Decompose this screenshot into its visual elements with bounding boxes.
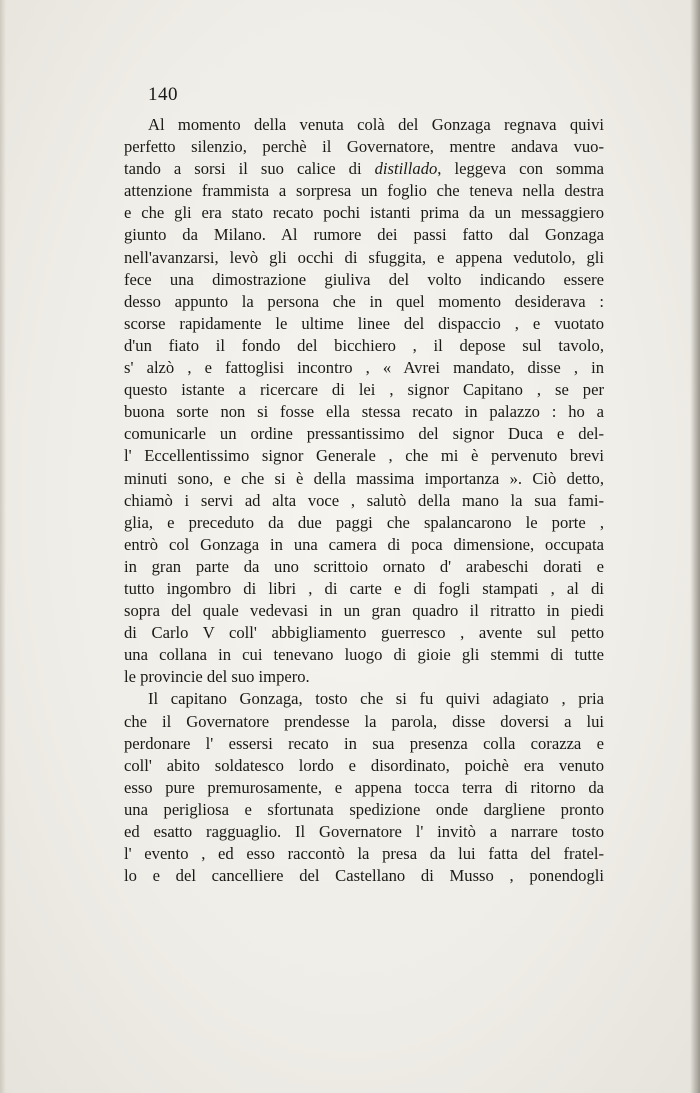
text-line [124,512,604,534]
text-line [124,247,604,269]
text-line [124,666,604,688]
italic-word: distillado [374,159,438,179]
text-line [124,534,604,556]
text-line-segment: attenzione frammista a sorpresa un foglio che teneva nella destra [124,181,604,201]
text-line [124,468,604,490]
text-line-segment: buona sorte non si fosse ella stessa recato in palazzo : ho a [124,402,604,422]
text-line [124,445,604,467]
text-line [124,180,604,202]
text-line [124,423,604,445]
text-line [124,821,604,843]
body-text [124,114,604,887]
text-line-segment: tando a sorsi il suo calice di [124,159,375,179]
text-line [124,401,604,423]
text-line [124,202,604,224]
text-line [124,556,604,578]
text-line [124,843,604,865]
text-line-segment: giunto da Milano. Al rumore dei passi fatto dal Gonzaga [124,225,604,245]
text-line-segment: perfetto silenzio, perchè il Governatore, mentre andava vuo- [124,137,604,157]
text-line-segment: che il Governatore prendesse la parola, disse doversi a lui [124,711,604,731]
text-line-segment: questo istante a ricercare di lei , signor Capitano , se per [124,380,604,400]
text-line-segment: entrò col Gonzaga in una camera di poca dimensione, occupata [124,534,604,554]
text-line-segment: fece una dimostrazione giuliva del volto indicando essere [124,269,604,289]
text-line [124,490,604,512]
text-line-segment: Il capitano Gonzaga, tosto che si fu quivi adagiato , pria [148,689,604,709]
page-right-edge-shadow [690,0,700,1093]
text-line [124,733,604,755]
text-line [124,688,604,710]
text-line-segment: le provincie del suo impero. [124,667,310,687]
text-line [124,578,604,600]
text-line-segment: glia, e preceduto da due paggi che spalancarono le porte , [124,512,604,532]
text-line-segment: tutto ingombro di libri , di carte e di fogli stampati , al di [124,578,604,598]
text-line-segment: una perigliosa e sfortunata spedizione onde dargliene pronto [124,799,604,819]
text-line-segment: l' Eccellentissimo signor Generale , che mi è pervenuto brevi [124,446,604,466]
text-line [124,644,604,666]
text-line-segment: s' alzò , e fattoglisi incontro , « Avrei mandato, disse , in [124,358,604,378]
text-line-segment: desso appunto la persona che in quel momento desiderava : [124,291,604,311]
text-line [124,335,604,357]
text-line-segment: in gran parte da uno scrittoio ornato d' arabeschi dorati e [124,556,604,576]
text-line-segment: sopra del quale vedevasi in un gran quadro il ritratto in piedi [124,601,604,621]
text-line [124,158,604,180]
text-line-segment: chiamò i servi ad alta voce , salutò della mano la sua fami- [124,490,604,510]
text-line [124,711,604,733]
text-line-segment: di Carlo V coll' abbigliamento guerresco , avente sul petto [124,623,604,643]
text-line-segment: nell'avanzarsi, levò gli occhi di sfuggita, e appena vedutolo, gli [124,247,604,267]
text-line-segment: d'un fiato il fondo del bicchiero , il depose sul tavolo, [124,335,604,355]
page-left-edge-shadow [0,0,6,1093]
text-line [124,357,604,379]
page-number: 140 [148,84,178,105]
text-line-segment: ed esatto ragguaglio. Il Governatore l' invitò a narrare tosto [124,822,604,841]
text-line-segment: coll' abito soldatesco lordo e disordinato, poichè era venuto [124,755,604,775]
text-line [124,313,604,335]
text-line [124,600,604,622]
text-line [124,777,604,799]
text-line-segment: comunicarle un ordine pressantissimo del signor Duca e del- [124,424,604,444]
text-line-segment: perdonare l' essersi recato in sua presenza colla corazza e [124,733,604,753]
text-line [124,114,604,136]
text-line [124,622,604,644]
text-line-segment: l' evento , ed esso raccontò la presa da lui fatta del fratel- [124,844,604,864]
text-line-segment: minuti sono, e che si è della massima importanza ». Ciò detto, [124,468,604,488]
text-line-segment: una collana in cui tenevano luogo di gioie gli stemmi di tutte [124,645,604,665]
text-line-segment: esso pure premurosamente, e appena tocca terra di ritorno da [124,777,604,797]
text-line [124,136,604,158]
text-line [124,755,604,777]
text-line [124,379,604,401]
text-line-segment: lo e del cancelliere del Castellano di Musso , ponendogli [124,866,604,886]
text-line-segment: e che gli era stato recato pochi istanti prima da un messaggiero [124,203,604,223]
text-line [124,865,604,887]
text-line-segment: scorse rapidamente le ultime linee del dispaccio , e vuotato [124,313,604,333]
text-line-segment: , leggeva con somma [437,159,604,179]
text-line [124,269,604,291]
text-line-segment: Al momento della venuta colà del Gonzaga regnava quivi [148,115,604,134]
text-line [124,799,604,821]
text-line [124,224,604,246]
text-line [124,291,604,313]
